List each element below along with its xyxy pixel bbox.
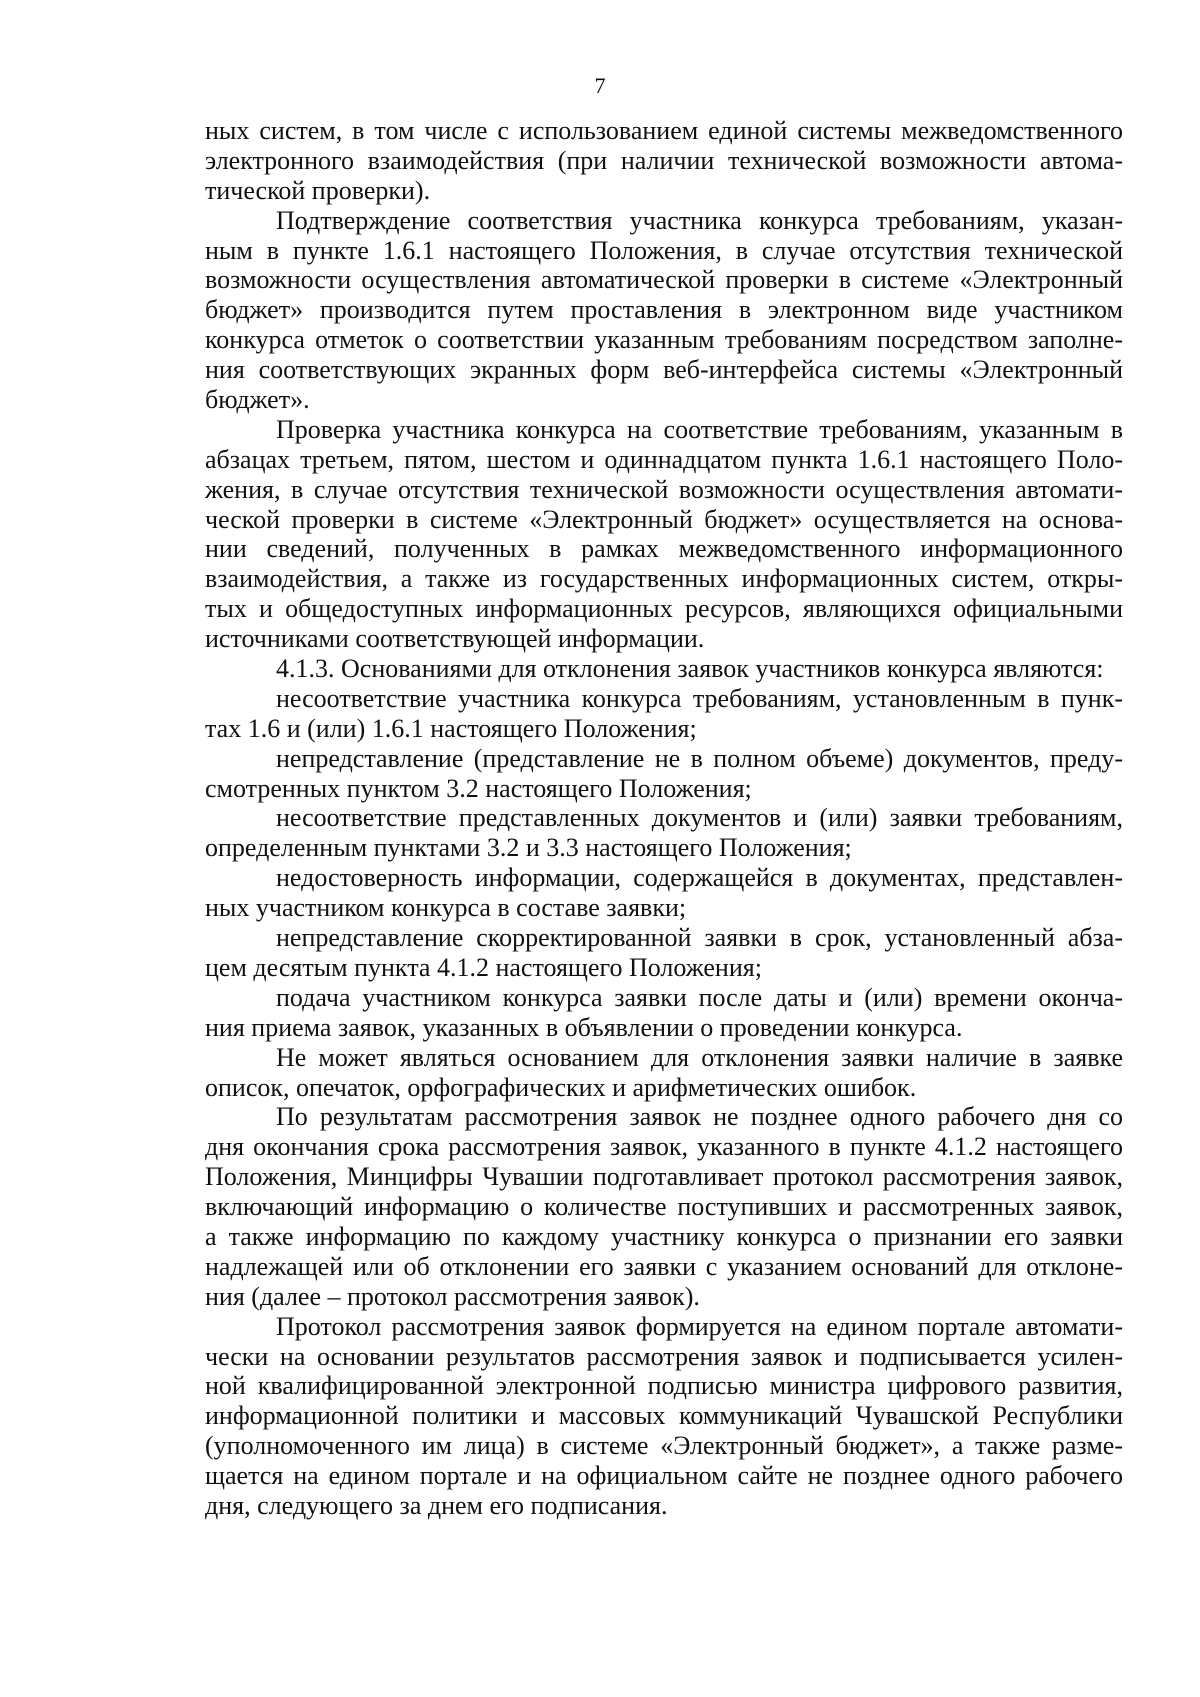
text-line: надлежащей или об отклонении его заявки с указанием оснований для отклоне- <box>205 1251 1123 1281</box>
text-line: тых и общедоступных информационных ресурсов, являющихся официальными <box>205 594 1123 624</box>
text-line: чески на основании результатов рассмотрения заявок и подписывается усилен- <box>205 1341 1123 1371</box>
text-line: определенным пунктами 3.2 и 3.3 настоящего Положения; <box>205 833 852 863</box>
text-line: электронного взаимодействия (при наличии технической возможности автома- <box>205 145 1123 175</box>
text-line: бюджет» производится путем проставления в электронном виде участником <box>205 295 1123 325</box>
text-line: жения, в случае отсутствия технической возможности осуществления автомати- <box>205 474 1123 504</box>
text-line: По результатам рассмотрения заявок не позднее одного рабочего дня со <box>276 1102 1123 1132</box>
text-line: бюджет». <box>205 385 310 415</box>
text-line: возможности осуществления автоматической проверки в системе «Электронный <box>205 265 1123 295</box>
text-line: конкурса отметок о соответствии указанным требованиям посредством заполне- <box>205 325 1123 355</box>
text-line: тической проверки). <box>205 175 431 205</box>
text-line: ния соответствующих экранных форм веб-интерфейса системы «Электронный <box>205 355 1123 385</box>
text-line: а также информацию по каждому участнику конкурса о признании его заявки <box>205 1221 1123 1251</box>
text-line: щается на едином портале и на официальном сайте не позднее одного рабочего <box>205 1461 1123 1491</box>
text-line: (уполномоченного им лица) в системе «Электронный бюджет», а также разме- <box>205 1431 1123 1461</box>
text-line: несоответствие участника конкурса требованиям, установленным в пунк- <box>276 683 1123 713</box>
text-line: подача участником конкурса заявки после даты и (или) времени оконча- <box>276 982 1123 1012</box>
text-line: дня окончания срока рассмотрения заявок, указанного в пункте 4.1.2 настоящего <box>205 1132 1123 1162</box>
text-line: ния (далее – протокол рассмотрения заявок). <box>205 1281 700 1311</box>
text-line: тах 1.6 и (или) 1.6.1 настоящего Положения; <box>205 713 697 743</box>
text-line: описок, опечаток, орфографических и арифметических ошибок. <box>205 1072 917 1102</box>
text-line: Не может являться основанием для отклонения заявки наличие в заявке <box>276 1042 1123 1072</box>
page-number: 7 <box>594 73 606 98</box>
text-line: непредставление (представление не в полном объеме) документов, преду- <box>276 743 1123 773</box>
text-line: взаимодействия, а также из государственных информационных систем, откры- <box>205 564 1123 594</box>
text-line: несоответствие представленных документов и (или) заявки требованиям, <box>276 803 1123 833</box>
text-line: Подтверждение соответствия участника конкурса требованиям, указан- <box>276 205 1123 235</box>
text-line: Положения, Минцифры Чувашии подготавливает протокол рассмотрения заявок, <box>205 1162 1123 1192</box>
text-line: включающий информацию о количестве поступивших и рассмотренных заявок, <box>205 1192 1123 1222</box>
text-line: ным в пункте 1.6.1 настоящего Положения, в случае отсутствия технической <box>205 235 1123 265</box>
text-line: Проверка участника конкурса на соответствие требованиям, указанным в <box>276 414 1123 444</box>
text-line: ных систем, в том числе с использованием единой системы межведомственного <box>205 116 1123 145</box>
text-line: нии сведений, полученных в рамках межведомственного информационного <box>205 534 1123 564</box>
text-line: источниками соответствующей информации. <box>205 624 705 654</box>
text-line: 4.1.3. Основаниями для отклонения заявок участников конкурса являются: <box>276 654 1104 684</box>
text-line: ческой проверки в системе «Электронный бюджет» осуществляется на основа- <box>205 504 1123 534</box>
text-line: информационной политики и массовых коммуникаций Чувашской Республики <box>205 1401 1123 1431</box>
text-line: смотренных пунктом 3.2 настоящего Положения; <box>205 773 752 803</box>
text-line: ния приема заявок, указанных в объявлении о проведении конкурса. <box>205 1012 963 1042</box>
text-line: ной квалифицированной электронной подписью министра цифрового развития, <box>205 1371 1123 1401</box>
body-text <box>205 116 1123 1521</box>
text-line: цем десятым пункта 4.1.2 настоящего Положения; <box>205 952 762 982</box>
text-line: дня, следующего за днем его подписания. <box>205 1490 668 1520</box>
text-line: непредставление скорректированной заявки в срок, установленный абза- <box>276 923 1123 953</box>
text-line: Протокол рассмотрения заявок формируется на едином портале автомати- <box>276 1311 1123 1341</box>
text-line: ных участником конкурса в составе заявки; <box>205 893 687 923</box>
text-line: абзацах третьем, пятом, шестом и одиннадцатом пункта 1.6.1 настоящего Поло- <box>205 444 1123 474</box>
text-line: недостоверность информации, содержащейся в документах, представлен- <box>276 863 1123 893</box>
